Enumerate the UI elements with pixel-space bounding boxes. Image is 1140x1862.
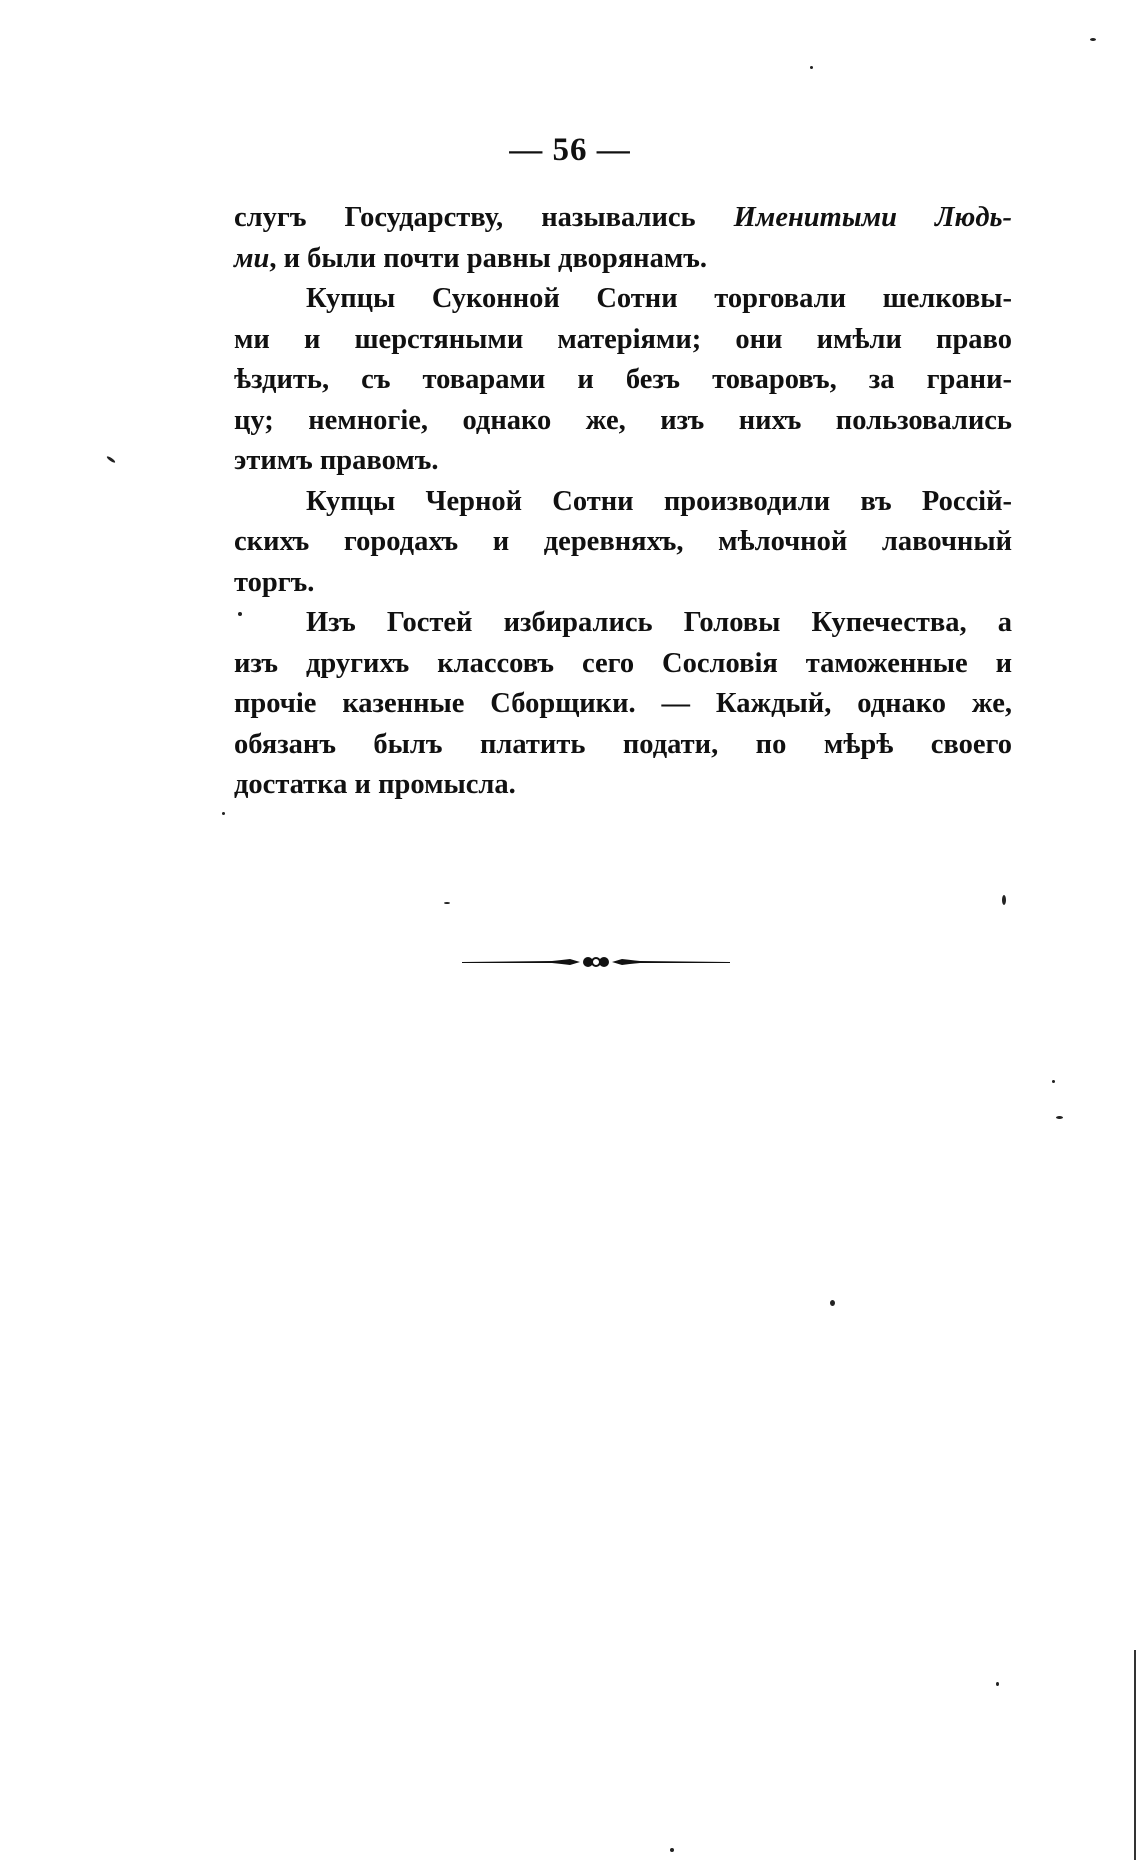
text-line: этимъ правомъ.	[234, 445, 439, 476]
text-line: изъ другихъ классовъ сего Сословія таможенные и	[234, 647, 1012, 679]
scan-speck	[1002, 895, 1006, 905]
text-line: Купцы Суконной Сотни торговали шелковы-	[306, 283, 1012, 314]
scan-speck	[238, 612, 242, 616]
scan-speck	[670, 1848, 674, 1852]
text-line: скихъ городахъ и деревняхъ, мѣлочной лавочный	[234, 526, 1012, 557]
text-line: торгъ.	[234, 566, 315, 598]
scan-speck	[1052, 1080, 1055, 1083]
scan-speck	[830, 1300, 835, 1306]
text-line	[234, 239, 1012, 280]
scan-speck	[1056, 1116, 1063, 1119]
italic-text-run: ми	[234, 242, 270, 274]
scan-speck	[810, 66, 813, 69]
text-line: цу; немногіе, однако же, изъ нихъ пользовались	[234, 404, 1012, 436]
text-line: ѣздить, съ товарами и безъ товаровъ, за грани-	[234, 364, 1012, 395]
text-line: Купцы Черной Сотни производили въ Россій-	[306, 485, 1012, 517]
text-line: Изъ Гостей избирались Головы Купечества, а	[306, 607, 1012, 638]
text-line: достатка и промысла.	[234, 769, 516, 800]
text-line	[234, 198, 1012, 239]
page-number: — 56 —	[509, 132, 631, 168]
text-line: обязанъ былъ платить подати, по мѣрѣ своего	[234, 728, 1012, 760]
page-edge-line	[1134, 1650, 1136, 1860]
scan-speck	[1090, 38, 1096, 41]
text-line: прочіе казенные Сборщики. — Каждый, однако же,	[234, 688, 1012, 719]
ornament-divider	[462, 950, 730, 974]
text-run: слугъ Государству, назывались	[234, 202, 734, 233]
scan-speck	[996, 1682, 999, 1686]
body-text	[234, 198, 1012, 806]
scan-speck	[106, 455, 116, 463]
text-line: ми и шерстяными матеріями; они имѣли право	[234, 323, 1012, 355]
scan-speck	[222, 812, 225, 815]
italic-text-run: Именитыми Людь-	[733, 202, 1013, 233]
scan-speck	[444, 902, 450, 904]
text-run: , и были почти равны дворянамъ.	[269, 242, 708, 274]
